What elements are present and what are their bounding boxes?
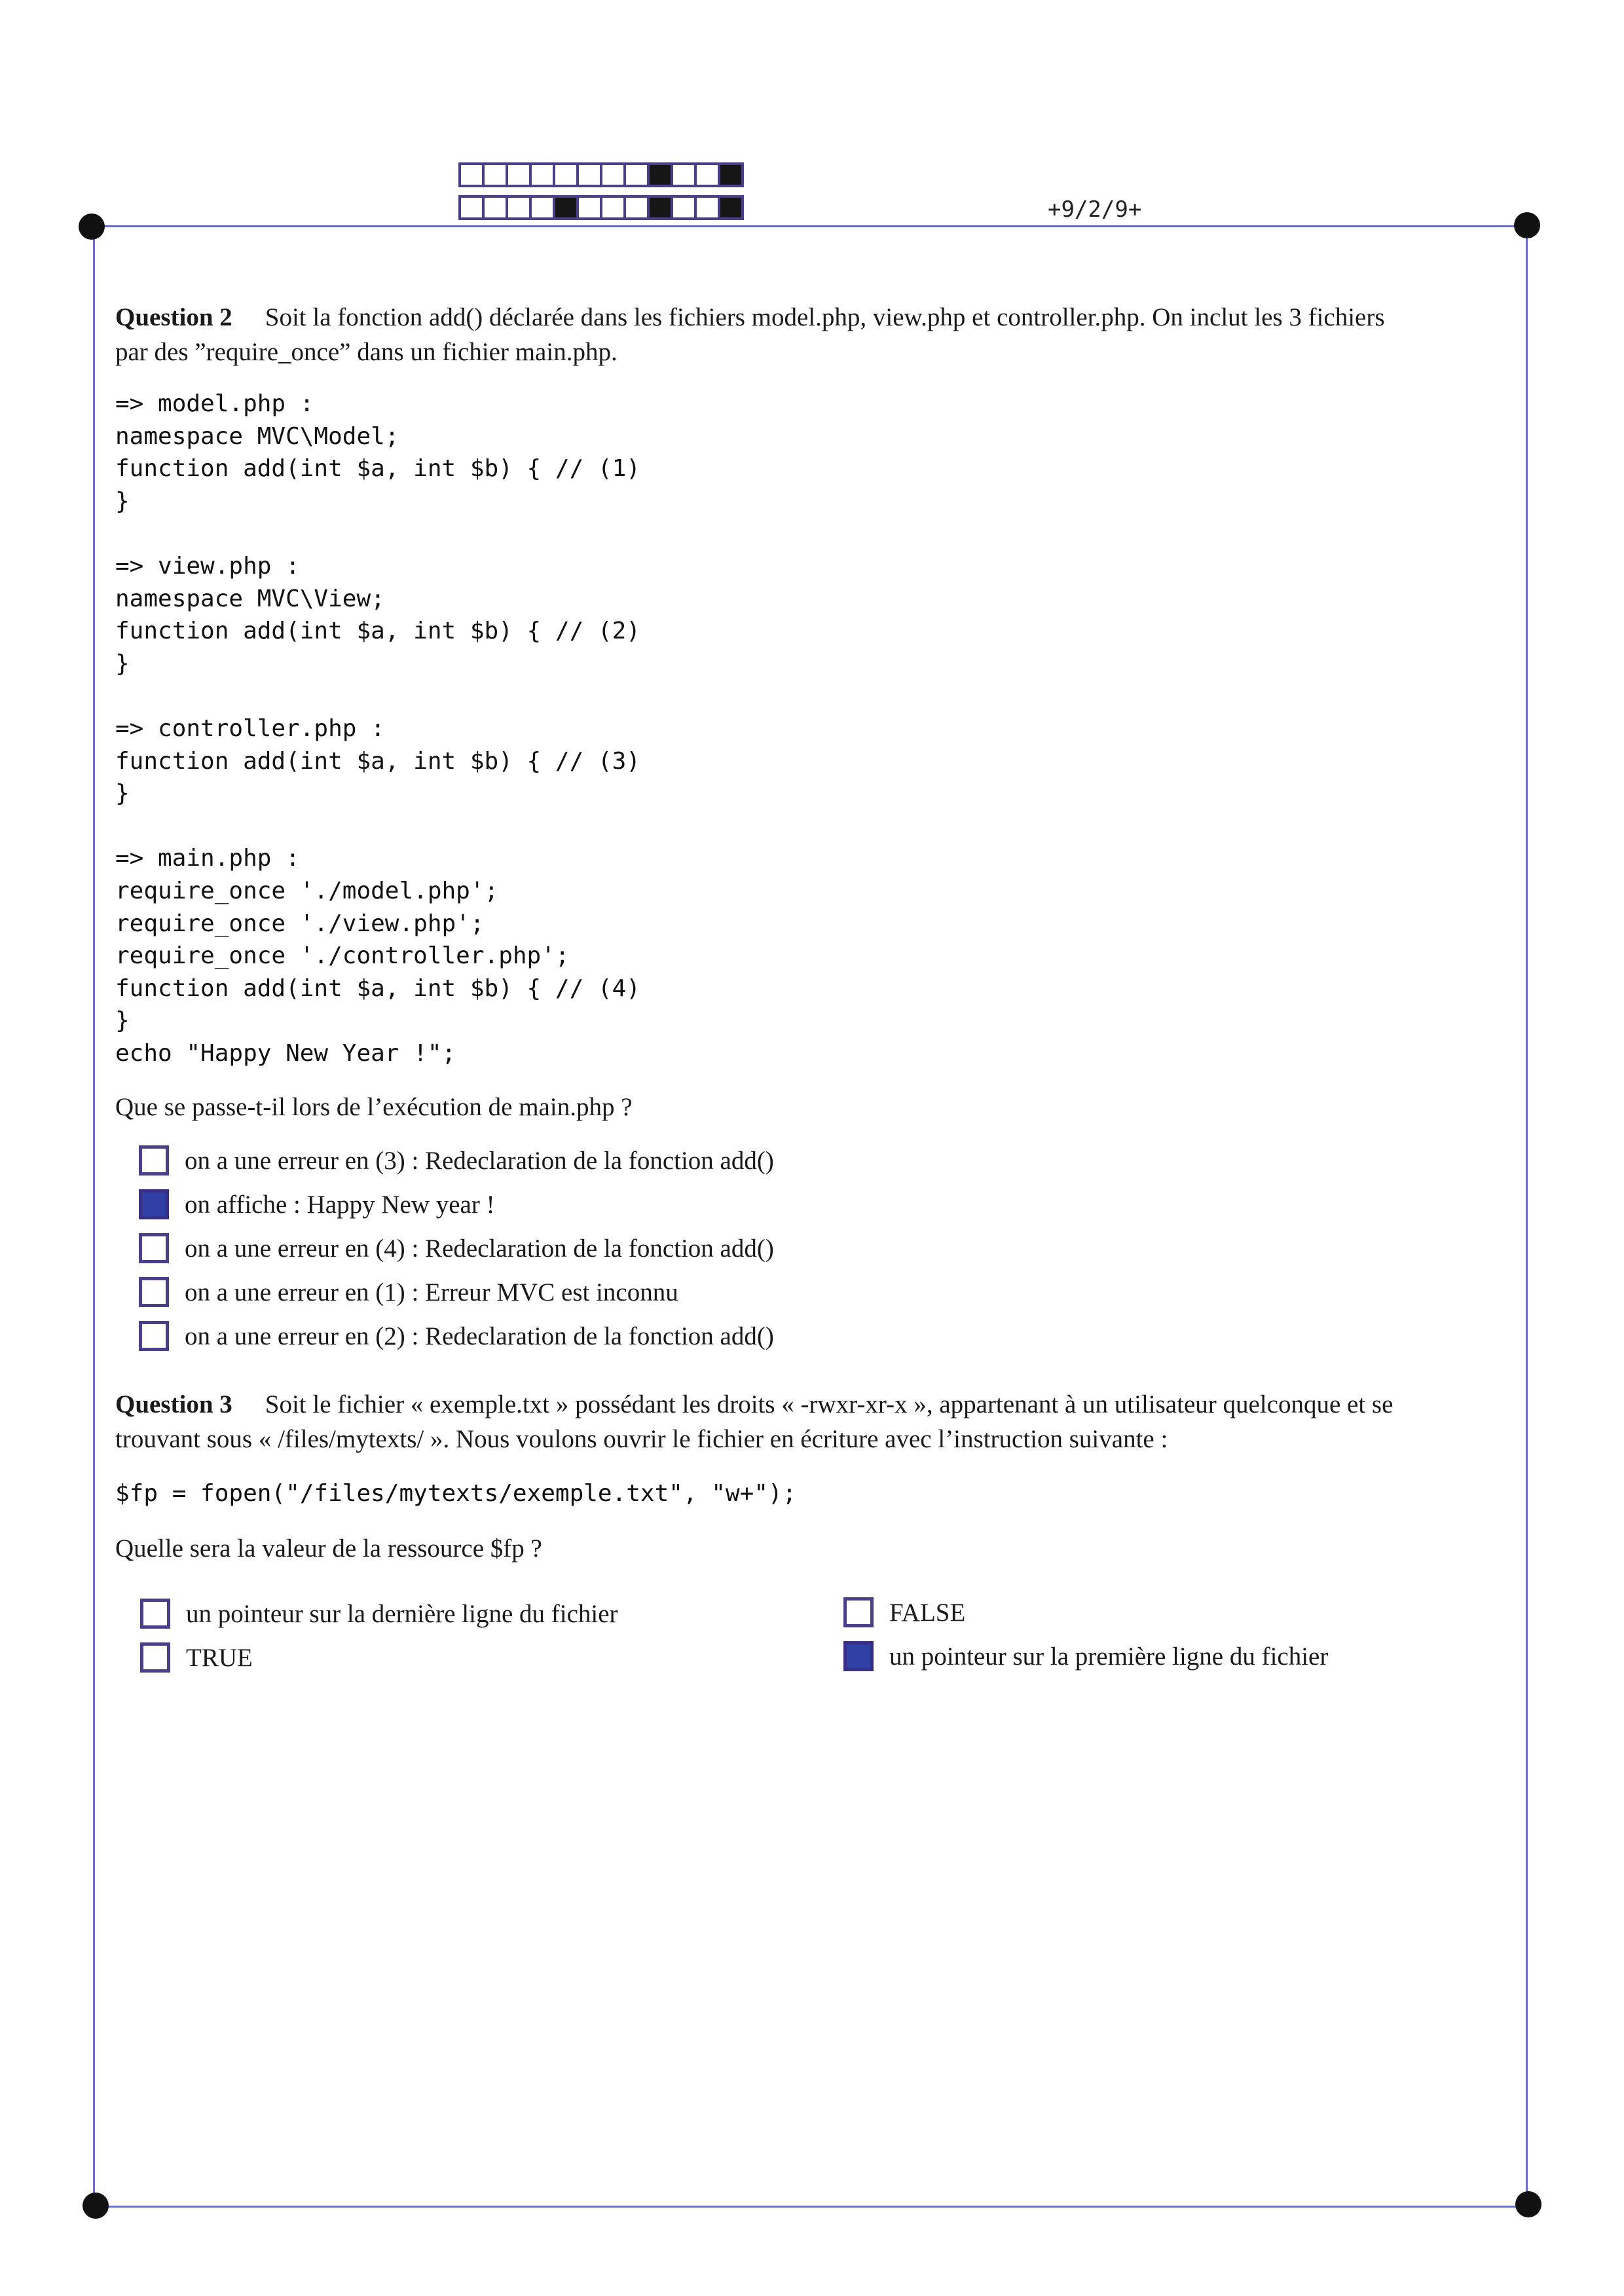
id-cell-empty (506, 162, 532, 187)
id-cell-empty (623, 162, 650, 187)
corner-marker-top-left (79, 213, 105, 240)
answer-label: un pointeur sur la dernière ligne du fichier (186, 1599, 618, 1628)
id-cell-empty (623, 195, 650, 220)
answer-choice[interactable] (139, 1231, 774, 1265)
question-label: Question 2 (115, 303, 232, 331)
frame-top-line (92, 225, 1527, 227)
id-cell-empty (529, 195, 555, 220)
question-text: Soit la fonction add() déclarée dans les fichiers model.php, view.php et controller.php. On inclut les 3 fichiers (265, 303, 1385, 331)
answer-label: on a une erreur en (1) : Erreur MVC est inconnu (185, 1278, 678, 1306)
id-cell-filled (553, 195, 579, 220)
question-3-prompt: Quelle sera la valeur de la ressource $fp ? (115, 1534, 542, 1563)
corner-marker-bottom-left (83, 2193, 109, 2219)
id-cell-empty (576, 195, 602, 220)
checkbox[interactable] (843, 1641, 874, 1671)
id-cell-empty (458, 162, 485, 187)
id-cell-filled (718, 162, 744, 187)
checkbox[interactable] (139, 1145, 169, 1176)
checkbox[interactable] (139, 1277, 169, 1307)
id-cell-empty (694, 162, 720, 187)
student-id-code-row (458, 195, 744, 220)
id-cell-empty (576, 162, 602, 187)
answer-choice[interactable] (139, 1275, 678, 1309)
checkbox[interactable] (140, 1642, 170, 1673)
question-3-header (115, 1387, 1510, 1456)
checkbox[interactable] (139, 1189, 169, 1219)
answer-label: un pointeur sur la première ligne du fichier (889, 1642, 1329, 1671)
answer-choice[interactable] (139, 1187, 495, 1221)
id-cell-empty (600, 162, 626, 187)
frame-right-line (1526, 225, 1528, 2210)
question-2-prompt: Que se passe-t-il lors de l’exécution de main.php ? (115, 1093, 633, 1121)
id-cell-filled (718, 195, 744, 220)
id-cell-empty (553, 162, 579, 187)
id-cell-empty (671, 162, 697, 187)
question-2-code-block: => model.php : namespace MVC\Model; function add(int $a, int $b) { // (1) } => view.php : namespace MVC\View; function add(int $a, int $b) { // (2) } => controller.php : function add(int $a, int $b) { // (3) } => main.php : require_once './model.php'; require_once './view.php'; require_once './controller.php'; function add(int $a, int $b) { // (4) } echo "Happy New Year !"; (115, 390, 640, 1067)
corner-marker-top-right (1514, 212, 1540, 238)
id-cell-empty (506, 195, 532, 220)
question-3-code-line: $fp = fopen("/files/mytexts/exemple.txt", "w+"); (115, 1480, 797, 1507)
corner-marker-bottom-right (1515, 2191, 1541, 2217)
question-label: Question 3 (115, 1390, 232, 1418)
id-cell-filled (647, 195, 673, 220)
id-cell-empty (458, 195, 485, 220)
checkbox[interactable] (139, 1321, 169, 1351)
answer-choice[interactable] (843, 1639, 1328, 1673)
id-cell-empty (482, 162, 508, 187)
page-code: +9/2/9+ (1048, 196, 1142, 223)
answer-label: on a une erreur en (3) : Redeclaration de la fonction add() (185, 1146, 774, 1175)
checkbox[interactable] (139, 1233, 169, 1263)
question-text: Soit le fichier « exemple.txt » possédant les droits « -rwxr-xr-x », appartenant à un utilisateur quelconque et se (265, 1390, 1393, 1418)
question-text: trouvant sous « /files/mytexts/ ». Nous voulons ouvrir le fichier en écriture avec l’instruction suivante : (115, 1425, 1168, 1453)
student-id-code-row (458, 162, 744, 187)
answer-choice[interactable] (843, 1595, 965, 1629)
checkbox[interactable] (140, 1599, 170, 1629)
frame-bottom-line (97, 2206, 1528, 2208)
question-2-header (115, 300, 1510, 369)
id-cell-empty (694, 195, 720, 220)
answer-label: on affiche : Happy New year ! (185, 1190, 495, 1219)
answer-choice[interactable] (140, 1640, 253, 1675)
id-cell-empty (529, 162, 555, 187)
id-cell-empty (671, 195, 697, 220)
id-cell-empty (600, 195, 626, 220)
frame-left-line (93, 225, 95, 2210)
question-text: par des ”require_once” dans un fichier main.php. (115, 338, 618, 366)
answer-choice[interactable] (139, 1143, 774, 1177)
checkbox[interactable] (843, 1597, 874, 1627)
answer-label: on a une erreur en (2) : Redeclaration de la fonction add() (185, 1322, 774, 1350)
id-cell-filled (647, 162, 673, 187)
answer-label: on a une erreur en (4) : Redeclaration de la fonction add() (185, 1234, 774, 1263)
answer-choice[interactable] (140, 1597, 618, 1631)
answer-label: FALSE (889, 1598, 966, 1627)
answer-choice[interactable] (139, 1319, 774, 1353)
answer-label: TRUE (186, 1643, 253, 1672)
id-cell-empty (482, 195, 508, 220)
